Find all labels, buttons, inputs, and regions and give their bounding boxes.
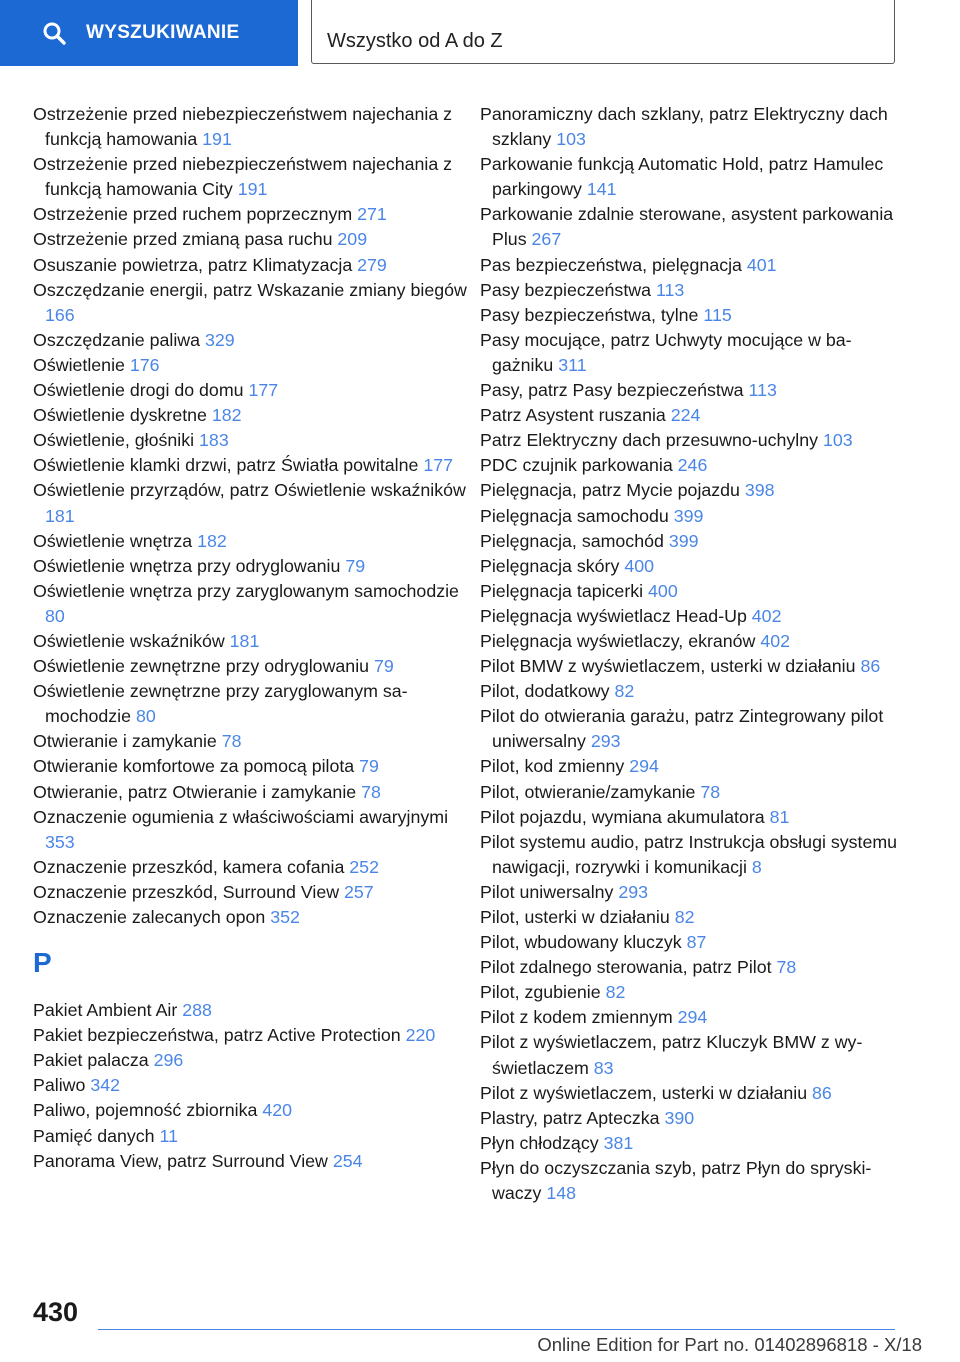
index-entry xyxy=(480,453,905,478)
index-entry-text: PDC czujnik parkowania xyxy=(480,455,673,476)
page-reference-link[interactable]: 113 xyxy=(748,380,777,401)
page-reference-link[interactable]: 103 xyxy=(556,129,586,150)
index-entry xyxy=(480,754,905,779)
index-entry xyxy=(33,880,468,905)
index-entry-text: Pilot, zgubienie xyxy=(480,982,601,1003)
index-entry xyxy=(33,855,468,880)
index-entry xyxy=(33,202,468,227)
index-entry xyxy=(33,353,468,378)
page-reference-link[interactable]: 353 xyxy=(45,831,75,852)
index-entry-text: Oznaczenie ogumienia z właściwościami awaryjnymi xyxy=(33,806,449,827)
index-entry-text: Pilot z kodem zmiennym xyxy=(480,1007,673,1028)
index-entry xyxy=(33,152,468,202)
page-reference-link[interactable]: 83 xyxy=(593,1057,614,1078)
footer-divider xyxy=(98,1329,895,1330)
index-entry xyxy=(480,378,905,403)
index-entry-text: Panoramiczny dach szklany, patrz Elektryczny dach szklany xyxy=(480,104,888,150)
page-reference-link[interactable]: 177 xyxy=(248,380,279,401)
index-entry-text: Paliwo xyxy=(33,1075,86,1096)
index-entry-text: Otwieranie, patrz Otwieranie i zamykanie xyxy=(33,781,357,802)
page-number: 430 xyxy=(33,1297,79,1327)
page-reference-link[interactable]: 399 xyxy=(668,530,699,551)
index-entry xyxy=(33,1124,468,1149)
page-reference-link[interactable]: 342 xyxy=(90,1075,121,1096)
index-entry-text: Osuszanie powietrza, patrz Klimatyzacja xyxy=(33,254,353,275)
page-reference-link[interactable]: 79 xyxy=(359,756,379,777)
index-entry-text: Ostrzeżenie przed ruchem poprzecznym xyxy=(33,204,353,225)
index-entry xyxy=(480,152,905,202)
index-entry-text: Pielęgnacja wyświetlacz Head-Up xyxy=(480,605,747,626)
page-reference-link[interactable]: 252 xyxy=(349,856,379,877)
index-entry-text: Oznaczenie przeszkód, kamera cofania xyxy=(33,856,345,877)
page-reference-link[interactable]: 80 xyxy=(135,706,156,727)
index-entry xyxy=(480,403,905,428)
index-entry xyxy=(480,780,905,805)
index-entry-text: Otwieranie komfortowe za pomocą pilota xyxy=(33,756,355,777)
index-entry-text: Pasy, patrz Pasy bezpieczeństwa xyxy=(480,380,744,401)
page-reference-link[interactable]: 115 xyxy=(703,304,732,325)
page-reference-link[interactable]: 254 xyxy=(332,1150,363,1171)
index-entry-text: Oznaczenie przeszkód, Surround View xyxy=(33,881,340,902)
index-entry xyxy=(480,1030,905,1080)
index-entry-text: Oświetlenie wskaźników xyxy=(33,630,225,651)
page-reference-link[interactable]: 181 xyxy=(45,505,75,526)
page-reference-link[interactable]: 293 xyxy=(590,731,621,752)
page-reference-link[interactable]: 182 xyxy=(211,405,242,426)
index-entry-text: Oświetlenie wnętrza przy zaryglowanym samochodzie xyxy=(33,580,459,601)
index-entry xyxy=(480,955,905,980)
page-reference-link[interactable]: 78 xyxy=(776,957,797,978)
index-list-o xyxy=(33,102,468,930)
page-reference-link[interactable]: 390 xyxy=(664,1107,695,1128)
page-reference-link[interactable]: 288 xyxy=(182,1000,212,1021)
index-entry xyxy=(33,754,468,779)
index-entry-text: Pilot z wyświetlaczem, usterki w działaniu xyxy=(480,1082,808,1103)
page-reference-link[interactable]: 400 xyxy=(624,555,654,576)
page-reference-link[interactable]: 86 xyxy=(860,656,881,677)
page-reference-link[interactable]: 8 xyxy=(751,856,762,877)
page-reference-link[interactable]: 78 xyxy=(361,781,381,802)
page-reference-link[interactable]: 82 xyxy=(605,982,626,1003)
index-entry-text: Oszczędzanie paliwa xyxy=(33,329,201,350)
index-entry xyxy=(480,478,905,503)
index-entry xyxy=(33,679,468,729)
index-entry-text: Pilot, otwieranie/zamykanie xyxy=(480,781,696,802)
index-entry xyxy=(33,905,468,930)
index-entry-text: Pilot pojazdu, wymiana akumulatora xyxy=(480,806,765,827)
index-entry xyxy=(33,1149,468,1174)
index-entry xyxy=(480,905,905,930)
index-entry xyxy=(33,1073,468,1098)
page-reference-link[interactable]: 103 xyxy=(822,430,853,451)
index-entry-text: Oświetlenie klamki drzwi, patrz Światła powitalne xyxy=(33,455,419,476)
page-reference-link[interactable]: 296 xyxy=(153,1050,184,1071)
index-entry-text: Oznaczenie zalecanych opon xyxy=(33,907,266,927)
index-entry-text: Płyn do oczyszczania szyb, patrz Płyn do spryskiwaczy xyxy=(480,1157,872,1204)
index-list-p xyxy=(33,998,468,1174)
index-entry xyxy=(480,704,905,754)
index-entry-text: Pielęgnacja tapicerki xyxy=(480,580,644,601)
section-letter: P xyxy=(33,947,52,979)
page-reference-link[interactable]: 352 xyxy=(270,907,300,927)
index-column-right xyxy=(480,102,905,1206)
page-reference-link[interactable]: 279 xyxy=(357,254,387,275)
page-reference-link[interactable]: 79 xyxy=(373,656,394,677)
page-reference-link[interactable]: 183 xyxy=(199,430,229,451)
page-reference-link[interactable]: 329 xyxy=(204,329,235,350)
index-entry-text: Pilot, dodatkowy xyxy=(480,681,610,702)
index-entry xyxy=(33,378,468,403)
index-tab-title[interactable]: Wszystko od A do Z xyxy=(311,0,895,64)
index-entry-text: Ostrzeżenie przed zmianą pasa ruchu xyxy=(33,229,333,250)
index-entry xyxy=(480,328,905,378)
index-entry xyxy=(33,579,468,629)
index-entry xyxy=(33,403,468,428)
index-entry xyxy=(33,102,468,152)
index-column-left xyxy=(33,102,468,1174)
page-reference-link[interactable]: 86 xyxy=(812,1082,832,1103)
index-entry-text: Patrz Asystent ruszania xyxy=(480,405,666,426)
index-entry xyxy=(480,1106,905,1131)
index-entry-text: Pas bezpieczeństwa, pielęgnacja xyxy=(480,254,742,275)
index-entry-text: Paliwo, pojemność zbiornika xyxy=(33,1100,258,1121)
index-entry-text: Pilot systemu audio, patrz Instrukcja obsługi systemu nawigacji, rozrywki i komunikacji xyxy=(480,831,898,877)
index-entry xyxy=(33,453,468,478)
index-entry xyxy=(480,529,905,554)
page-reference-link[interactable]: 78 xyxy=(221,731,242,752)
index-entry-text: Pasy mocujące, patrz Uchwyty mocujące w bagażniku xyxy=(480,329,852,375)
index-entry xyxy=(480,303,905,328)
index-list-p-continued xyxy=(480,102,905,1206)
page-reference-link[interactable]: 182 xyxy=(197,530,227,551)
index-entry-text: Pielęgnacja, samochód xyxy=(480,530,664,551)
index-entry xyxy=(33,1098,468,1123)
index-entry xyxy=(480,253,905,278)
index-entry-text: Ostrzeżenie przed niebezpieczeństwem najechania z funkcją hamowania xyxy=(33,104,453,150)
index-entry-text: Oszczędzanie energii, patrz Wskazanie zmiany biegów xyxy=(33,279,467,300)
index-entry xyxy=(480,504,905,529)
index-entry-text: Oświetlenie wnętrza przy odryglowaniu xyxy=(33,555,341,576)
index-entry-text: Pilot do otwierania garażu, patrz Zintegrowany pilot uniwersalny xyxy=(480,706,884,752)
page-reference-link[interactable]: 224 xyxy=(670,405,701,426)
index-entry-text: Oświetlenie zewnętrzne przy odryglowaniu xyxy=(33,656,370,677)
index-entry xyxy=(480,1156,905,1206)
page-reference-link[interactable]: 113 xyxy=(655,279,685,300)
page-reference-link[interactable]: 181 xyxy=(229,630,260,651)
footer-edition: Online Edition for Part no. 01402896818 - X/18 xyxy=(537,1334,922,1355)
page-reference-link[interactable]: 220 xyxy=(405,1025,436,1046)
index-entry-text: Oświetlenie, głośniki xyxy=(33,430,195,451)
index-entry-text: Parkowanie funkcją Automatic Hold, patrz Hamulec parkingowy xyxy=(480,154,884,200)
index-entry-text: Pilot BMW z wyświetlaczem, usterki w działaniu xyxy=(480,656,856,677)
index-entry xyxy=(480,202,905,252)
index-entry xyxy=(33,654,468,679)
index-entry xyxy=(33,278,468,328)
index-entry-text: Pilot z wyświetlaczem, patrz Kluczyk BMW z wyświetlaczem xyxy=(480,1032,863,1078)
index-entry-text: Pilot zdalnego sterowania, patrz Pilot xyxy=(480,957,772,978)
search-icon xyxy=(42,21,66,45)
index-entry xyxy=(480,805,905,830)
index-entry-text: Parkowanie zdalnie sterowane, asystent parkowania Plus xyxy=(480,204,894,250)
index-entry-text: Pilot uniwersalny xyxy=(480,881,614,902)
page-reference-link[interactable]: 166 xyxy=(45,304,75,325)
index-entry xyxy=(480,880,905,905)
index-entry xyxy=(33,529,468,554)
index-entry xyxy=(480,679,905,704)
index-entry-text: Panorama View, patrz Surround View xyxy=(33,1150,328,1171)
page-reference-link[interactable]: 148 xyxy=(546,1183,577,1204)
page-reference-link[interactable]: 176 xyxy=(129,354,160,375)
page-reference-link[interactable]: 402 xyxy=(760,630,791,651)
index-entry xyxy=(33,998,468,1023)
index-entry xyxy=(33,328,468,353)
page-reference-link[interactable]: 87 xyxy=(686,932,707,953)
index-entry xyxy=(480,629,905,654)
index-entry-text: Pakiet bezpieczeństwa, patrz Active Protection xyxy=(33,1025,401,1046)
index-entry xyxy=(480,980,905,1005)
page-reference-link[interactable]: 246 xyxy=(677,455,708,476)
index-entry xyxy=(480,930,905,955)
page-reference-link[interactable]: 402 xyxy=(751,605,782,626)
index-entry-text: Pakiet palacza xyxy=(33,1050,149,1071)
index-entry xyxy=(33,1048,468,1073)
index-entry xyxy=(33,253,468,278)
search-button[interactable] xyxy=(0,0,298,66)
index-entry xyxy=(33,780,468,805)
index-entry-text: Oświetlenie wnętrza xyxy=(33,530,193,551)
index-entry-text: Oświetlenie dyskretne xyxy=(33,405,207,426)
page-reference-link[interactable]: 381 xyxy=(603,1132,634,1153)
page-reference-link[interactable]: 401 xyxy=(746,254,777,275)
index-entry xyxy=(480,1131,905,1156)
index-entry-text: Pielęgnacja skóry xyxy=(480,555,620,576)
index-entry-text: Oświetlenie zewnętrzne przy zaryglowanym samochodzie xyxy=(33,681,408,727)
index-entry-text: Pielęgnacja wyświetlaczy, ekranów xyxy=(480,630,756,651)
index-entry xyxy=(480,830,905,880)
header xyxy=(0,0,960,66)
index-entry-text: Patrz Elektryczny dach przesuwno-uchylny xyxy=(480,430,818,451)
index-entry xyxy=(33,478,468,528)
index-entry-text: Pielęgnacja samochodu xyxy=(480,505,669,526)
page-reference-link[interactable]: 400 xyxy=(648,580,678,601)
index-entry-text: Pilot, wbudowany kluczyk xyxy=(480,932,682,953)
index-entry xyxy=(480,604,905,629)
search-label: WYSZUKIWANIE xyxy=(86,22,240,43)
page-reference-link[interactable]: 294 xyxy=(677,1007,708,1028)
index-entry-text: Ostrzeżenie przed niebezpieczeństwem najechania z funkcją hamowania City xyxy=(33,154,453,200)
index-entry xyxy=(480,579,905,604)
index-entry-text: Płyn chłodzący xyxy=(480,1132,599,1153)
index-entry-text: Pasy bezpieczeństwa, tylne xyxy=(480,304,699,325)
index-entry-text: Pielęgnacja, patrz Mycie pojazdu xyxy=(480,480,740,501)
page-reference-link[interactable]: 271 xyxy=(357,204,387,225)
index-entry-text: Pilot, kod zmienny xyxy=(480,756,625,777)
page-reference-link[interactable]: 398 xyxy=(744,480,775,501)
page-reference-link[interactable]: 209 xyxy=(337,229,368,250)
page-reference-link[interactable]: 267 xyxy=(531,229,562,250)
index-entry xyxy=(33,1023,468,1048)
page-reference-link[interactable]: 141 xyxy=(586,179,617,200)
index-entry xyxy=(33,554,468,579)
page-reference-link[interactable]: 420 xyxy=(262,1100,292,1121)
index-entry-text: Oświetlenie drogi do domu xyxy=(33,380,244,401)
index-entry-text: Pasy bezpieczeństwa xyxy=(480,279,651,300)
index-entry-text: Oświetlenie xyxy=(33,354,125,375)
page-reference-link[interactable]: 257 xyxy=(344,881,374,902)
index-entry xyxy=(33,428,468,453)
page-reference-link[interactable]: 81 xyxy=(769,806,790,827)
index-entry-text: Otwieranie i zamykanie xyxy=(33,731,217,752)
index-entry-text: Pakiet Ambient Air xyxy=(33,1000,178,1021)
page-reference-link[interactable]: 82 xyxy=(674,907,695,927)
page-reference-link[interactable]: 191 xyxy=(237,179,268,200)
index-entry xyxy=(480,554,905,579)
index-entry-text: Pilot, usterki w działaniu xyxy=(480,907,670,927)
index-entry xyxy=(480,1081,905,1106)
index-entry-text: Plastry, patrz Apteczka xyxy=(480,1107,660,1128)
page-reference-link[interactable]: 311 xyxy=(558,354,587,375)
page-reference-link[interactable]: 294 xyxy=(629,756,659,777)
page-reference-link[interactable]: 191 xyxy=(202,129,232,150)
index-entry xyxy=(480,654,905,679)
page-reference-link[interactable]: 82 xyxy=(614,681,635,702)
page-reference-link[interactable]: 293 xyxy=(618,881,649,902)
index-entry xyxy=(480,278,905,303)
index-entry xyxy=(480,428,905,453)
index-entry xyxy=(33,729,468,754)
index-entry-text: Oświetlenie przyrządów, patrz Oświetlenie wskaźników xyxy=(33,480,466,501)
index-entry xyxy=(33,805,468,855)
page-reference-link[interactable]: 78 xyxy=(700,781,721,802)
index-entry xyxy=(33,227,468,252)
index-entry-text: Pamięć danych xyxy=(33,1125,155,1146)
page-reference-link[interactable]: 11 xyxy=(159,1125,178,1146)
page-reference-link[interactable]: 79 xyxy=(345,555,366,576)
index-entry xyxy=(33,629,468,654)
page-reference-link[interactable]: 80 xyxy=(45,605,65,626)
page-reference-link[interactable]: 177 xyxy=(423,455,454,476)
index-entry xyxy=(480,1005,905,1030)
index-entry xyxy=(480,102,905,152)
page-reference-link[interactable]: 399 xyxy=(673,505,704,526)
